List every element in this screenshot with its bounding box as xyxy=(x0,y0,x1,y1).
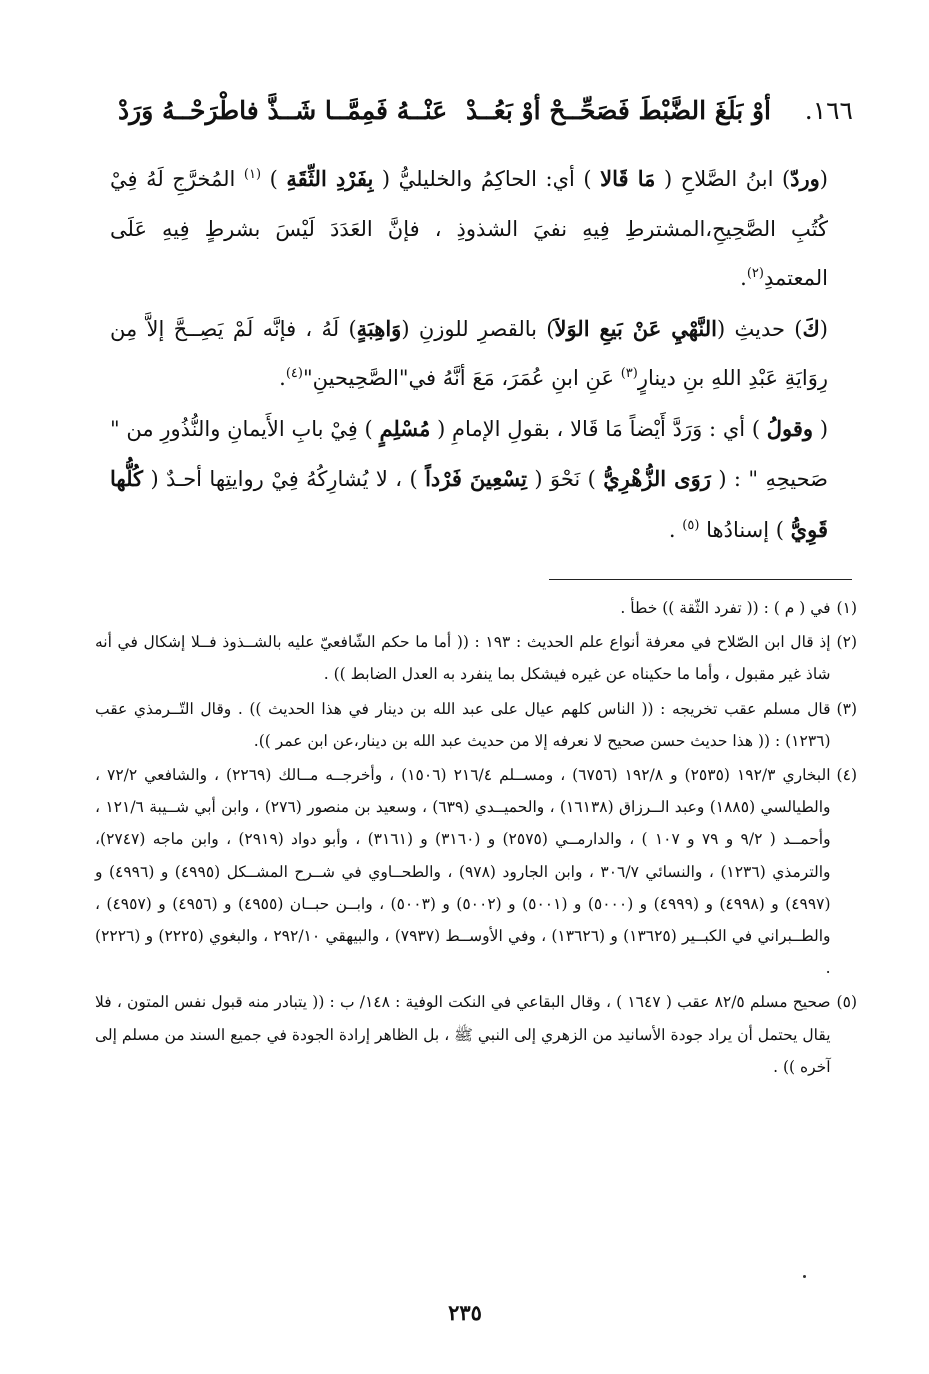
footnote-ref[interactable]: (١) xyxy=(243,167,262,182)
bold-term: مَا قَالا xyxy=(600,166,656,191)
footnote-number: (٣) xyxy=(836,699,857,718)
commentary-paragraph: ( وقولُ ) أي : وَرَدَّ أَيْضاً مَا قَالا ، بقولِ الإمامِ ( مُسْلِمٍ ) فِيْ بابِ الأَيمانِ والنُّذُورِ من " صَحيحِهِ " : ( رَوَى الزُّهْرِيُّ ) نَحْوَ ( تِسْعِينَ فَرْداً ) ، لا يُشارِكُهُ فِيْ روايتِها أحـدٌ ( كُلُّها قَوِيُّ ) إسنادُها $^{(٥)}$ . xyxy=(110,415,829,542)
bold-term: تِسْعِينَ فَرْداً xyxy=(425,466,527,491)
print-speck xyxy=(803,1275,806,1278)
footnote-ref[interactable]: (٣) xyxy=(620,366,638,381)
bold-term: مُسْلِمٍ xyxy=(379,415,431,441)
footnote-text: البخاري ١٩٢/٣ (٢٥٣٥) و ١٩٢/٨ (٦٧٥٦) ، ومســلم ٢١٦/٤ (١٥٠٦) ، وأخرجــه مــالك (٢٢٦٩) ، والشافعي ٧٢/٢ ، والطيالسي (١٨٨٥) وعبد الــرزاق (١٦١٣٨) ، والحميــدي (٦٣٩) ، وسعيد بن منصور (٢٧٦) ، وابن أبي شــيبة ١٢١/٦ ، وأحمــد ( ٩/٢ و ٧٩ و ١٠٧ ) ، والدارمــي (٢٥٧٥) و (٣١٦٠) و (٣١٦١) ، وأبو دواد (٢٩١٩) ، وابن ماجه (٢٧٤٧)، والترمذي (١٢٣٦) ، والنسائي ٣٠٦/٧ ، وابن الجارود (٩٧٨) ، والطحــاوي في شــرح المشــكل (٤٩٩٥) و (٤٩٩٦) و (٤٩٩٧) و (٤٩٩٨) و (٤٩٩٩) و (٥٠٠٠) و (٥٠٠١) و (٥٠٠٢) و (٥٠٠٣) ، وابــن حبــان (٤٩٥٥) و (٤٩٥٦) و (٤٩٥٧) ، والطــبراني في الكبــير (١٣٦٢٥) و (١٣٦٢٦) ، وفي الأوســط (٧٩٣٧) ، والبيهقي ٢٩٢/١٠ ، والبغوي (٢٢٢٥) و (٢٢٢٦) . xyxy=(95,766,831,978)
bold-term: كُلُّها قَوِيُّ xyxy=(110,466,828,542)
bold-term: كَ xyxy=(802,315,820,341)
footnote-number: (٢) xyxy=(836,633,857,652)
commentary-paragraph: (كَ) حديثِ (النَّهْيِ عَنْ بَيعِ الوَلاَ) بالقصرِ للوزنِ (وَاهِبَةٍ) لَهُ ، فإنَّه لَمْ يَصِــحَّ إلاَّ مِن رِوَايَةِ عَبْدِ اللهِ بنِ دينارٍ$^{(٣)}$ عَنِ ابنِ عُمَرَ، مَعَ أنَّهُ في"الصَّحِيحينِ"$^{(٤)}$. xyxy=(110,315,828,390)
verse-hemistich-left: عَنْــهُ فَمِمَّــا شَــذَّ فاطْرَحْــهُ وَرَدْ xyxy=(118,96,448,125)
footnote-ref[interactable]: (٤) xyxy=(285,366,303,381)
footnote-number: (٤) xyxy=(836,766,857,785)
footnote-separator xyxy=(549,579,852,580)
bold-term: وردّ xyxy=(790,166,820,191)
bold-term: رَوَى الزُّهْرِيُّ xyxy=(603,466,711,491)
footnote xyxy=(95,759,857,984)
footnote-text: قال مسلم عقب تخريجه : (( الناس كلهم عيال على عبد الله بن دينار في هذا الحديث )) . وقال التّــرمذي عقب (١٢٣٦) : (( هذا حديث حسن صحيح لا نعرفه إلا من حديث عبد الله بن دينار،عن ابن عمر )). xyxy=(95,699,831,750)
footnote-ref[interactable]: (٥) xyxy=(682,517,700,533)
verse-number: ١٦٦. xyxy=(804,96,853,125)
footnote xyxy=(95,592,857,624)
footnote xyxy=(95,986,857,1083)
footnote-text: صحيح مسلم ٨٢/٥ عقب ( ١٦٤٧ ) ، وقال البقاعي في النكت الوفية : ١٤٨/ ب : (( يتبادر منه قبول نفس المتون ، فلا يقال يحتمل أن يراد جودة الأسانيد من الزهري إلى النبي ﷺ ، بل الظاهر إرادة الجودة في جميع السند من مسلم إلى آخره )) . xyxy=(95,993,831,1076)
footnote-text: في ( م ) : (( تفرد الثّقة )) خطأ . xyxy=(620,599,831,617)
bold-term: النَّهْيِ عَنْ بَيعِ الوَلاَ xyxy=(554,315,717,341)
footnote-number: (٥) xyxy=(836,993,857,1012)
footnote xyxy=(95,626,857,690)
commentary-paragraph: (وردّ) ابنُ الصَّلاحِ ( مَا قَالا ) أي: الحاكِمُ والخليليُّ ( بِفَرْدِ الثِّقَةِ ) $^{(١)}$ المُخرَّجِ لَهُ فِيْ كُتُبِ الصَّحِيحِ،المشترطِ فِيهِ نفيَ الشذوذِ ، فإنَّ العَدَدَ لَيْسَ بشرطٍ فِيهِ عَلَى المعتمدِ$^{(٢)}$. xyxy=(110,166,828,290)
commentary-body xyxy=(110,154,853,555)
verse-hemistich-right: أوْ بَلَغَ الضَّبْطَ فَصَحِّــحْ أوْ بَعُــدْ xyxy=(466,96,771,125)
footnote-number: (١) xyxy=(836,599,857,617)
footnote-ref[interactable]: (٢) xyxy=(746,266,764,281)
verse-line xyxy=(118,96,853,140)
footnotes xyxy=(95,592,857,1085)
bold-term: وَاهِبَةٍ xyxy=(356,315,402,341)
footnote-text: إذ قال ابن الصّلاح في معرفة أنواع علم الحديث : ١٩٣ : (( أما ما حكم الشّافعيّ عليه بالشــذوذ فــلا إشكال في أنه شاذ غير مقبول ، وأما ما حكيناه عن غيره فيشكل بما ينفرد به العدل الضابط )) . xyxy=(95,633,831,684)
bold-term: وقولُ xyxy=(766,415,814,441)
page-number: ٢٣٥ xyxy=(448,1300,482,1325)
footnote xyxy=(95,693,857,757)
bold-term: بِفَرْدِ الثِّقَةِ xyxy=(286,166,374,191)
